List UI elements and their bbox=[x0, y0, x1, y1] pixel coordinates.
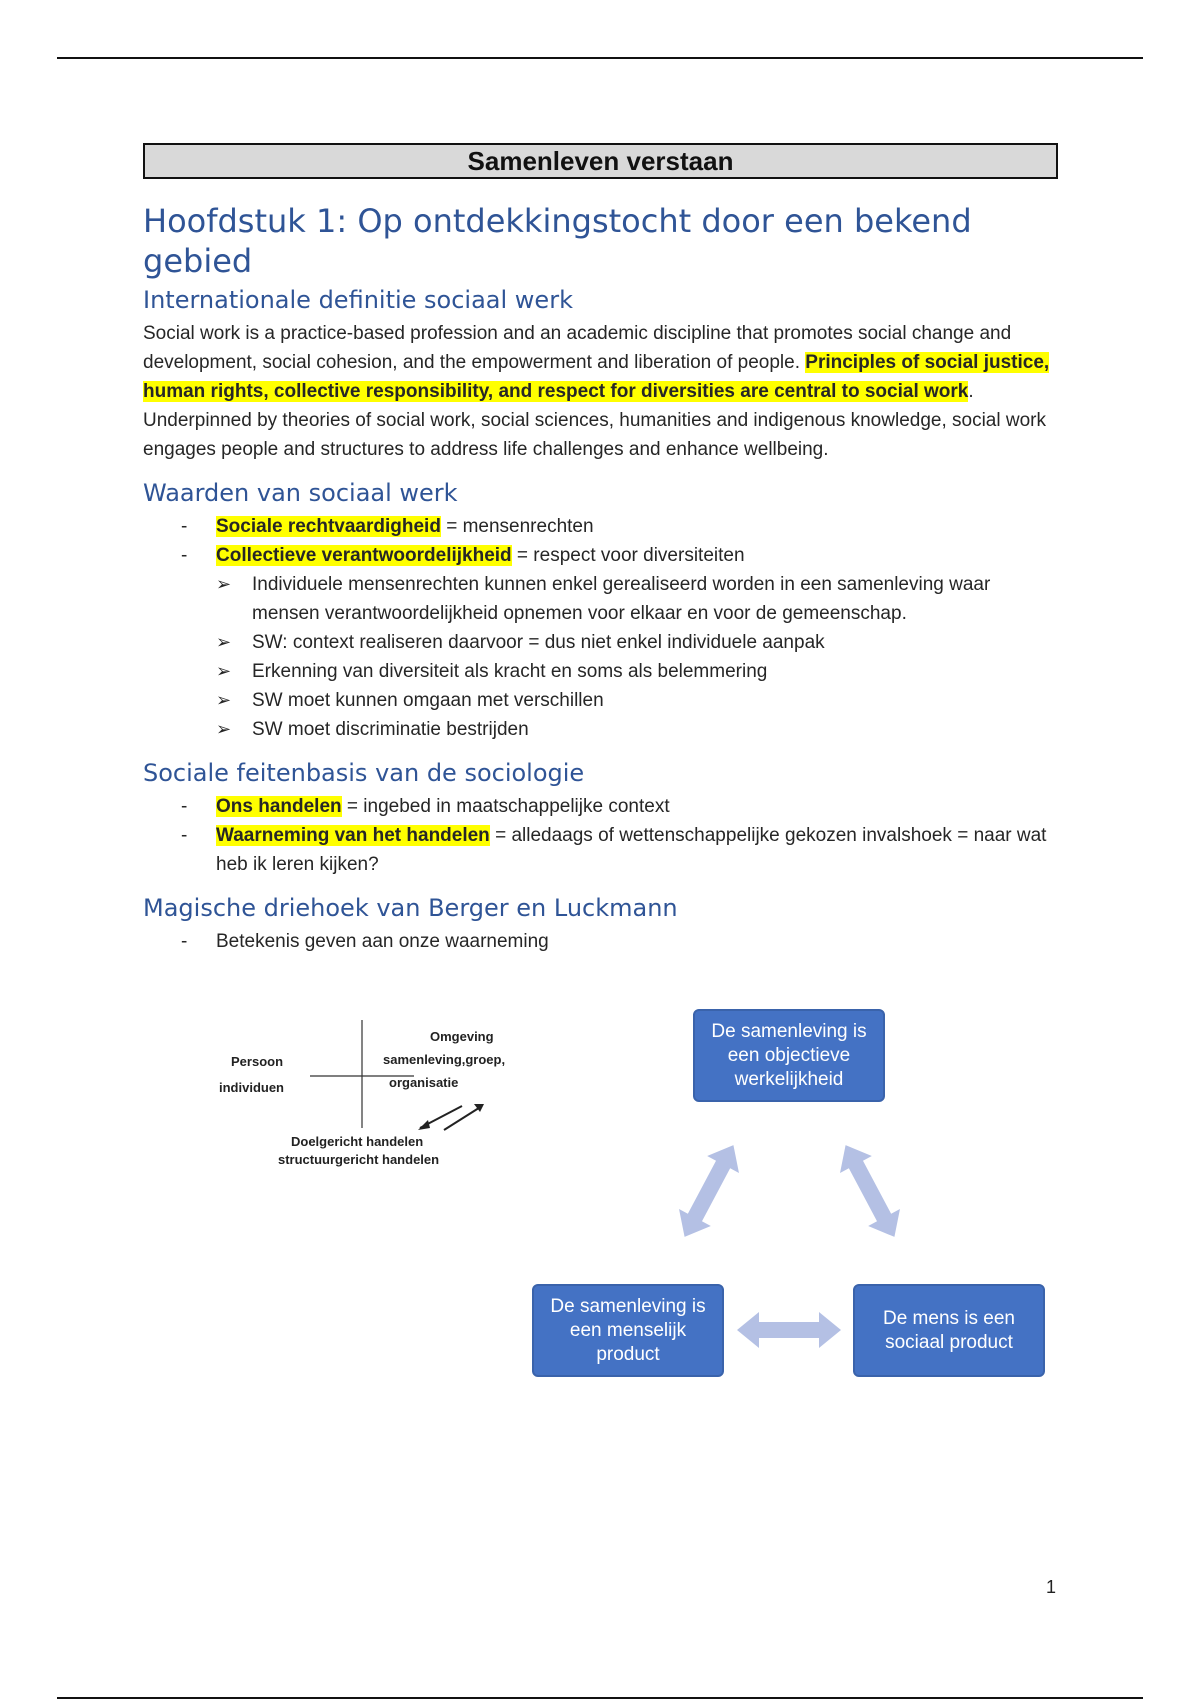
list-item bbox=[143, 512, 1058, 541]
sketch-arrowhead-up-right bbox=[474, 1104, 484, 1112]
list-item bbox=[143, 927, 1058, 956]
cycle-box-top: De samenleving is een objectieve werkelijkheid bbox=[693, 1009, 885, 1102]
section-heading-triangle: Magische driehoek van Berger en Luckmann bbox=[143, 894, 678, 922]
sub-list-item-text: Erkenning van diversiteit als kracht en soms als belemmering bbox=[252, 661, 768, 682]
top-rule bbox=[57, 57, 1143, 59]
definition-highlight: Principles of social justice, human rights, collective responsibility, and respect for diversities are central to social work bbox=[143, 352, 1050, 402]
list-item-text: = mensenrechten bbox=[440, 516, 594, 537]
sub-list-item bbox=[143, 570, 1058, 628]
triangle-list bbox=[143, 927, 1058, 956]
page-content bbox=[143, 143, 1058, 956]
section-heading-definition: Internationale definitie sociaal werk bbox=[143, 286, 573, 314]
sketch-label-individuen: individuen bbox=[219, 1080, 284, 1095]
sketch-label-structuurgericht: structuurgericht handelen bbox=[278, 1152, 440, 1167]
list-item-highlight: Collectieve verantwoordelijkheid bbox=[216, 545, 512, 566]
list-item bbox=[143, 821, 1058, 879]
sketch-label-doelgericht: Doelgericht handelen bbox=[291, 1134, 424, 1149]
sub-list-item bbox=[143, 715, 1058, 744]
sub-list-item-text: SW moet kunnen omgaan met verschillen bbox=[252, 690, 604, 711]
list-item-text: = ingebed in maatschappelijke context bbox=[341, 796, 670, 817]
list-item-text: = alledaags of wettenschappelijke gekozen invalshoek = naar wat heb ik leren kijken? bbox=[216, 825, 1047, 875]
list-item bbox=[143, 541, 1058, 570]
chapter-heading: Hoofdstuk 1: Op ontdekkingstocht door een bekend gebied bbox=[143, 202, 972, 280]
definition-text-2: . Underpinned by theories of social work, social sciences, humanities and indigenous knowledge, social work engages people and structures to address life challenges and enhance wellbeing. bbox=[143, 381, 1046, 460]
bottom-rule bbox=[57, 1697, 1143, 1699]
list-item bbox=[143, 792, 1058, 821]
section-heading-facts: Sociale feitenbasis van de sociologie bbox=[143, 759, 585, 787]
list-item-text: = respect voor diversiteiten bbox=[511, 545, 745, 566]
arrow-bullet-icon: ➢ bbox=[216, 632, 232, 652]
sketch-label-omgeving: Omgeving bbox=[430, 1029, 494, 1044]
arrow-bullet-icon: ➢ bbox=[216, 661, 232, 681]
cycle-box-bottom-right: De mens is een sociaal product bbox=[853, 1284, 1045, 1377]
values-list bbox=[143, 512, 1058, 570]
sketch-label-persoon: Persoon bbox=[231, 1054, 284, 1069]
sub-list-item bbox=[143, 686, 1058, 715]
page-number: 1 bbox=[1046, 1577, 1057, 1597]
sub-list-item-text: SW moet discriminatie bestrijden bbox=[252, 719, 529, 740]
document-title-box bbox=[143, 143, 1058, 179]
double-arrow-right bbox=[830, 1137, 911, 1246]
sketch-arrow-down-left bbox=[420, 1106, 462, 1128]
list-item-highlight: Waarneming van het handelen bbox=[216, 825, 490, 846]
arrow-bullet-icon: ➢ bbox=[216, 690, 232, 710]
list-item-text: Betekenis geven aan onze waarneming bbox=[216, 931, 549, 952]
section-heading-values: Waarden van sociaal werk bbox=[143, 479, 458, 507]
arrow-bullet-icon: ➢ bbox=[216, 719, 232, 739]
list-item-highlight: Ons handelen bbox=[216, 796, 342, 817]
sketch-arrowhead-down-left bbox=[418, 1120, 430, 1130]
definition-paragraph bbox=[143, 319, 1058, 464]
list-item-highlight: Sociale rechtvaardigheid bbox=[216, 516, 441, 537]
double-arrow-left bbox=[669, 1137, 750, 1246]
sketch-label-omgeving-detail-2: organisatie bbox=[389, 1075, 459, 1090]
sub-list-item bbox=[143, 628, 1058, 657]
double-arrow-bottom bbox=[737, 1312, 841, 1348]
arrow-bullet-icon: ➢ bbox=[216, 574, 232, 594]
sub-list-item-text: SW: context realiseren daarvoor = dus niet enkel individuele aanpak bbox=[252, 632, 825, 653]
cycle-box-bottom-left: De samenleving is een menselijk product bbox=[532, 1284, 724, 1377]
sub-list-item bbox=[143, 657, 1058, 686]
sub-list-item-text: Individuele mensenrechten kunnen enkel gerealiseerd worden in een samenleving waar mensen verantwoordelijkheid opnemen voor elkaar en voor de gemeenschap. bbox=[252, 574, 991, 624]
facts-list bbox=[143, 792, 1058, 879]
sketch-arrow-up-right bbox=[444, 1106, 482, 1130]
values-sublist bbox=[143, 570, 1058, 744]
document-title: Samenleven verstaan bbox=[467, 145, 734, 176]
definition-text-1: Social work is a practice-based profession and an academic discipline that promotes social change and development, social cohesion, and the empowerment and liberation of people. bbox=[143, 323, 1012, 373]
sketch-label-omgeving-detail-1: samenleving,groep, bbox=[383, 1052, 506, 1067]
